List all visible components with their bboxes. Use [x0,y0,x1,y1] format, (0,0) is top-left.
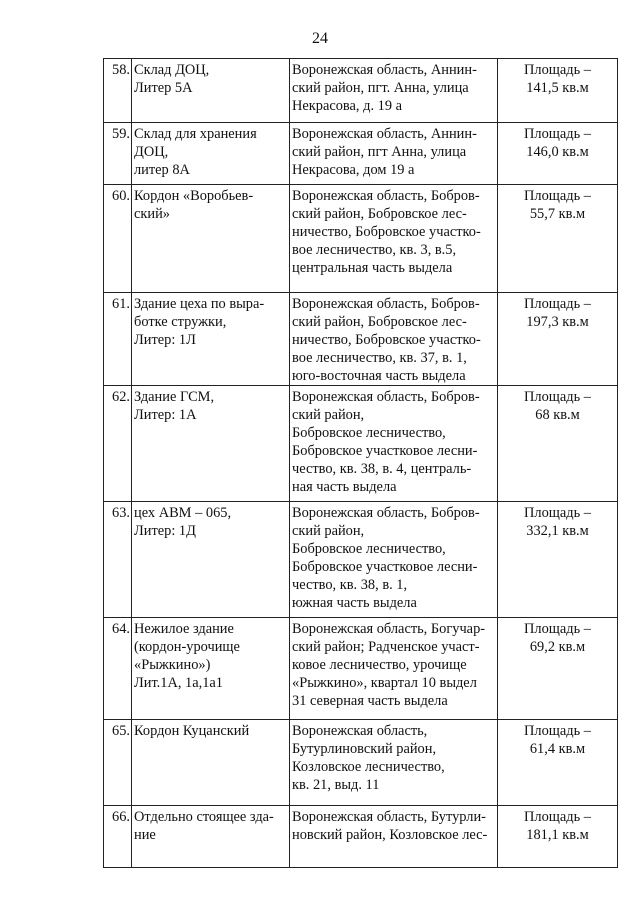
name-line: ние [134,827,156,843]
address-cell [290,618,498,720]
row-number: 60. [104,185,132,293]
address-line: Козловское лесничество, [292,759,445,775]
area-cell [498,185,618,293]
address-line: ский район, Бобровское лес- [292,314,467,330]
name-line: Литер: 1Л [134,332,196,348]
address-line: ский район, Бобровское лес- [292,206,467,222]
name-line: ботке стружки, [134,314,227,330]
area-line: 61,4 кв.м [529,741,586,757]
object-name-cell [132,185,290,293]
address-line: юго-восточная часть выдела [292,368,466,384]
address-line: Бобровское участковое лесни- [292,443,478,459]
name-line: Нежилое здание [134,621,234,637]
address-line: центральная часть выдела [292,260,453,276]
row-number: 62. [104,386,132,502]
name-line: Отдельно стоящее зда- [134,809,274,825]
object-name-cell [132,618,290,720]
address-line: Воронежская область, Бобров- [292,296,480,312]
name-line: Литер: 1Д [134,523,196,539]
address-line: Бобровское участковое лесни- [292,559,478,575]
area-line: 146,0 кв.м [526,144,589,160]
address-line: ная часть выдела [292,479,397,495]
address-line: Бобровское лесничество, [292,425,446,441]
address-line: 31 северная часть выдела [292,693,448,709]
row-number: 58. [104,59,132,123]
table-row [104,123,618,185]
address-line: Воронежская область, Бутурли- [292,809,486,825]
name-line: (кордон-урочище [134,639,240,655]
table-row [104,720,618,806]
name-line: Литер 5А [134,80,193,96]
address-line: вое лесничество, кв. 3, в.5, [292,242,457,258]
address-line: «Рыжкино», квартал 10 выдел [292,675,477,691]
address-line: южная часть выдела [292,595,417,611]
table-row [104,59,618,123]
area-line: 141,5 кв.м [526,80,589,96]
address-line: Воронежская область, Аннин- [292,62,477,78]
area-line: 68 кв.м [535,407,580,423]
row-number: 66. [104,806,132,868]
area-cell [498,618,618,720]
address-cell [290,293,498,386]
address-cell [290,502,498,618]
area-line: Площадь – [524,809,591,825]
object-name-cell [132,720,290,806]
address-line: Некрасова, д. 19 а [292,98,403,114]
area-cell [498,720,618,806]
name-line: Литер: 1А [134,407,197,423]
address-line: Воронежская область, [292,723,428,739]
address-line: ский район, [292,407,365,423]
address-line: ничество, Бобровское участко- [292,332,481,348]
object-name-cell [132,59,290,123]
area-line: Площадь – [524,188,591,204]
area-line: 332,1 кв.м [526,523,589,539]
object-name-cell [132,123,290,185]
address-cell [290,386,498,502]
area-line: 69,2 кв.м [529,639,586,655]
address-cell [290,123,498,185]
name-line: Кордон Куцанский [134,723,250,739]
address-line: ничество, Бобровское участко- [292,224,481,240]
name-line: цех АВМ – 065, [134,505,232,521]
table-row [104,293,618,386]
name-line: ский» [134,206,170,222]
table-row [104,806,618,868]
object-name-cell [132,386,290,502]
area-cell [498,502,618,618]
address-line: кв. 21, выд. 11 [292,777,380,793]
row-number: 61. [104,293,132,386]
name-line: Здание ГСМ, [134,389,215,405]
address-line: ский район, пгт. Анна, улица [292,80,469,96]
table-row [104,386,618,502]
area-line: Площадь – [524,505,591,521]
name-line: Лит.1А, 1а,1а1 [134,675,224,691]
table-row [104,502,618,618]
name-line: Здание цеха по выра- [134,296,265,312]
address-line: Воронежская область, Богучар- [292,621,486,637]
address-line: ковое лесничество, урочище [292,657,467,673]
address-line: ский район; Радченское участ- [292,639,480,655]
address-line: Воронежская область, Бобров- [292,505,480,521]
name-line: Склад для хранения [134,126,257,142]
area-line: Площадь – [524,62,591,78]
name-line: Склад ДОЦ, [134,62,210,78]
area-line: 181,1 кв.м [526,827,589,843]
address-line: ский район, пгт Анна, улица [292,144,467,160]
row-number: 63. [104,502,132,618]
page-number: 24 [312,30,328,47]
address-line: Некрасова, дом 19 а [292,162,415,178]
name-line: литер 8А [134,162,190,178]
area-line: 55,7 кв.м [529,206,586,222]
address-line: вое лесничество, кв. 37, в. 1, [292,350,467,366]
table-row [104,185,618,293]
address-cell [290,806,498,868]
name-line: ДОЦ, [134,144,169,160]
address-line: чество, кв. 38, в. 1, [292,577,408,593]
row-number: 65. [104,720,132,806]
address-line: новский район, Козловское лес- [292,827,488,843]
property-table [103,58,618,868]
address-line: Бутурлиновский район, [292,741,437,757]
table-row [104,618,618,720]
row-number: 59. [104,123,132,185]
name-line: «Рыжкино») [134,657,211,673]
area-line: Площадь – [524,296,591,312]
area-cell [498,59,618,123]
object-name-cell [132,502,290,618]
address-line: ский район, [292,523,365,539]
area-cell [498,123,618,185]
area-line: Площадь – [524,723,591,739]
row-number: 64. [104,618,132,720]
address-cell [290,720,498,806]
address-line: Воронежская область, Аннин- [292,126,477,142]
address-line: Воронежская область, Бобров- [292,389,480,405]
address-cell [290,185,498,293]
area-cell [498,806,618,868]
area-cell [498,386,618,502]
address-cell [290,59,498,123]
area-line: Площадь – [524,389,591,405]
address-line: чество, кв. 38, в. 4, централь- [292,461,472,477]
name-line: Кордон «Воробьев- [134,188,254,204]
address-line: Воронежская область, Бобров- [292,188,480,204]
object-name-cell [132,293,290,386]
area-line: 197,3 кв.м [526,314,589,330]
object-name-cell [132,806,290,868]
address-line: Бобровское лесничество, [292,541,446,557]
area-cell [498,293,618,386]
area-line: Площадь – [524,126,591,142]
area-line: Площадь – [524,621,591,637]
table-body [104,59,618,868]
